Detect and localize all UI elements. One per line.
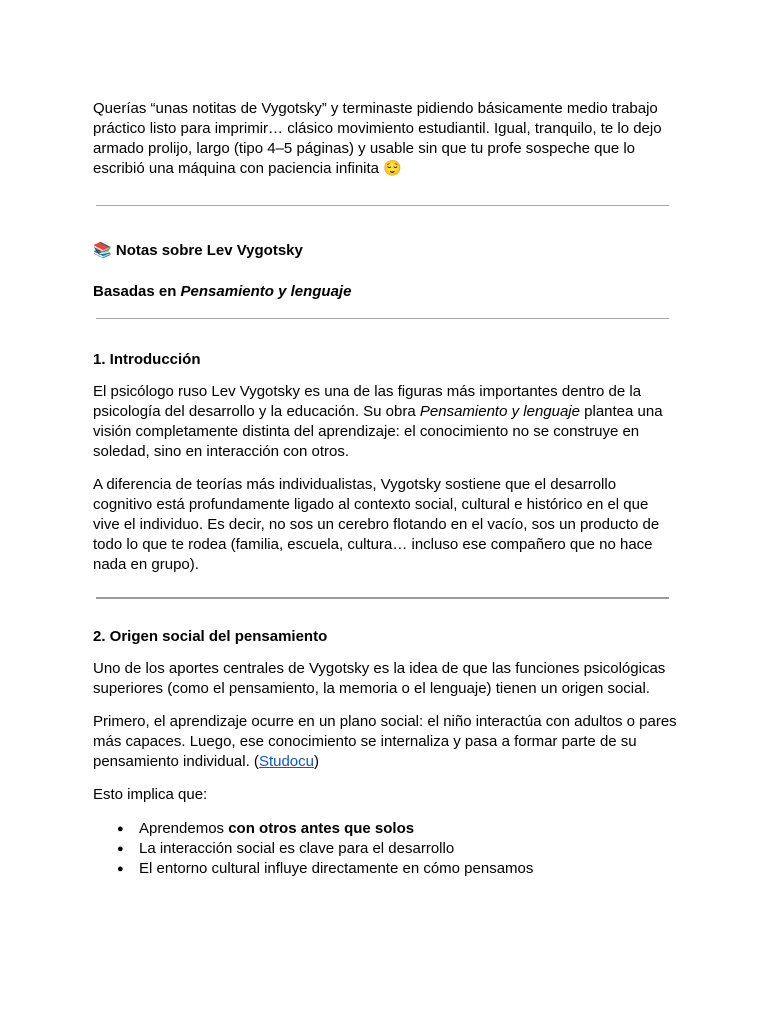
bullet-icon: ● — [117, 843, 124, 855]
document-title — [93, 241, 678, 261]
list-item — [93, 839, 678, 859]
relieved-face-icon: 😌 — [383, 160, 402, 177]
section1-p1-start: El psicólogo ruso Lev Vygotsky es una de las figuras más importantes dentro de la psicología del desarrollo y la educación. Su obra — [93, 383, 642, 420]
list-item — [93, 819, 678, 839]
section2-p2-end: ) — [313, 753, 319, 770]
section-heading-introduccion: 1. Introducción — [93, 351, 201, 368]
subtitle-prefix: Basadas en — [93, 283, 181, 300]
divider — [96, 318, 669, 319]
subtitle-book-title: Pensamiento y lenguaje — [180, 283, 352, 300]
intro-text: Querías “unas notitas de Vygotsky” y terminaste pidiendo básicamente medio trabajo práctico listo para imprimir… clásico movimiento estudiantil. Igual, tranquilo, te lo dejo armado prolijo, largo (tipo 4–5 páginas) y usable sin que tu profe sospeche que lo escribió una máquina con paciencia infinita — [93, 100, 662, 177]
section1-p1-end: plantea una visión completamente distinta del aprendizaje: el conocimiento no se construye en soledad, sino en interacción con otros. — [93, 403, 663, 460]
list-item — [93, 859, 678, 879]
studocu-link[interactable]: Studocu — [258, 753, 314, 770]
list-item-text: Aprendemos — [139, 820, 229, 837]
books-icon: 📚 — [93, 242, 112, 259]
section-heading-origen-social: 2. Origen social del pensamiento — [93, 628, 328, 645]
section2-paragraph-2 — [93, 712, 678, 772]
section1-paragraph-1 — [93, 382, 678, 462]
bullet-list — [93, 819, 678, 879]
section2-paragraph-1: Uno de los aportes centrales de Vygotsky es la idea de que las funciones psicológicas superiores (como el pensamiento, la memoria o el lenguaje) tienen un origen social. — [93, 660, 666, 697]
section1-p1-book: Pensamiento y lenguaje — [419, 403, 580, 420]
document-subtitle — [93, 282, 678, 302]
section2-paragraph-3: Esto implica que: — [93, 786, 208, 803]
section1-paragraph-2: A diferencia de teorías más individualistas, Vygotsky sostiene que el desarrollo cognitivo está profundamente ligado al contexto social, cultural e histórico en el que vive el individuo. Es decir, no sos un cerebro flotando en el vacío, sos un producto de todo lo que te rodea (familia, escuela, cultura… incluso ese compañero que no hace nada en grupo). — [93, 476, 660, 573]
section2-p2-start: Primero, el aprendizaje ocurre en un plano social: el niño interactúa con adultos o pares más capaces. Luego, ese conocimiento se internaliza y pasa a formar parte de su pensamiento individual. ( — [93, 713, 677, 770]
list-item-text: El entorno cultural influye directamente en cómo pensamos — [139, 860, 534, 877]
intro-paragraph — [93, 99, 678, 179]
bullet-icon: ● — [117, 863, 124, 875]
list-item-text: La interacción social es clave para el desarrollo — [139, 840, 455, 857]
list-item-bold: con otros antes que solos — [228, 820, 415, 837]
document-page — [93, 99, 678, 879]
bullet-icon: ● — [117, 823, 124, 835]
document-title-text: Notas sobre Lev Vygotsky — [115, 242, 303, 259]
divider — [96, 205, 669, 206]
divider — [96, 597, 669, 599]
